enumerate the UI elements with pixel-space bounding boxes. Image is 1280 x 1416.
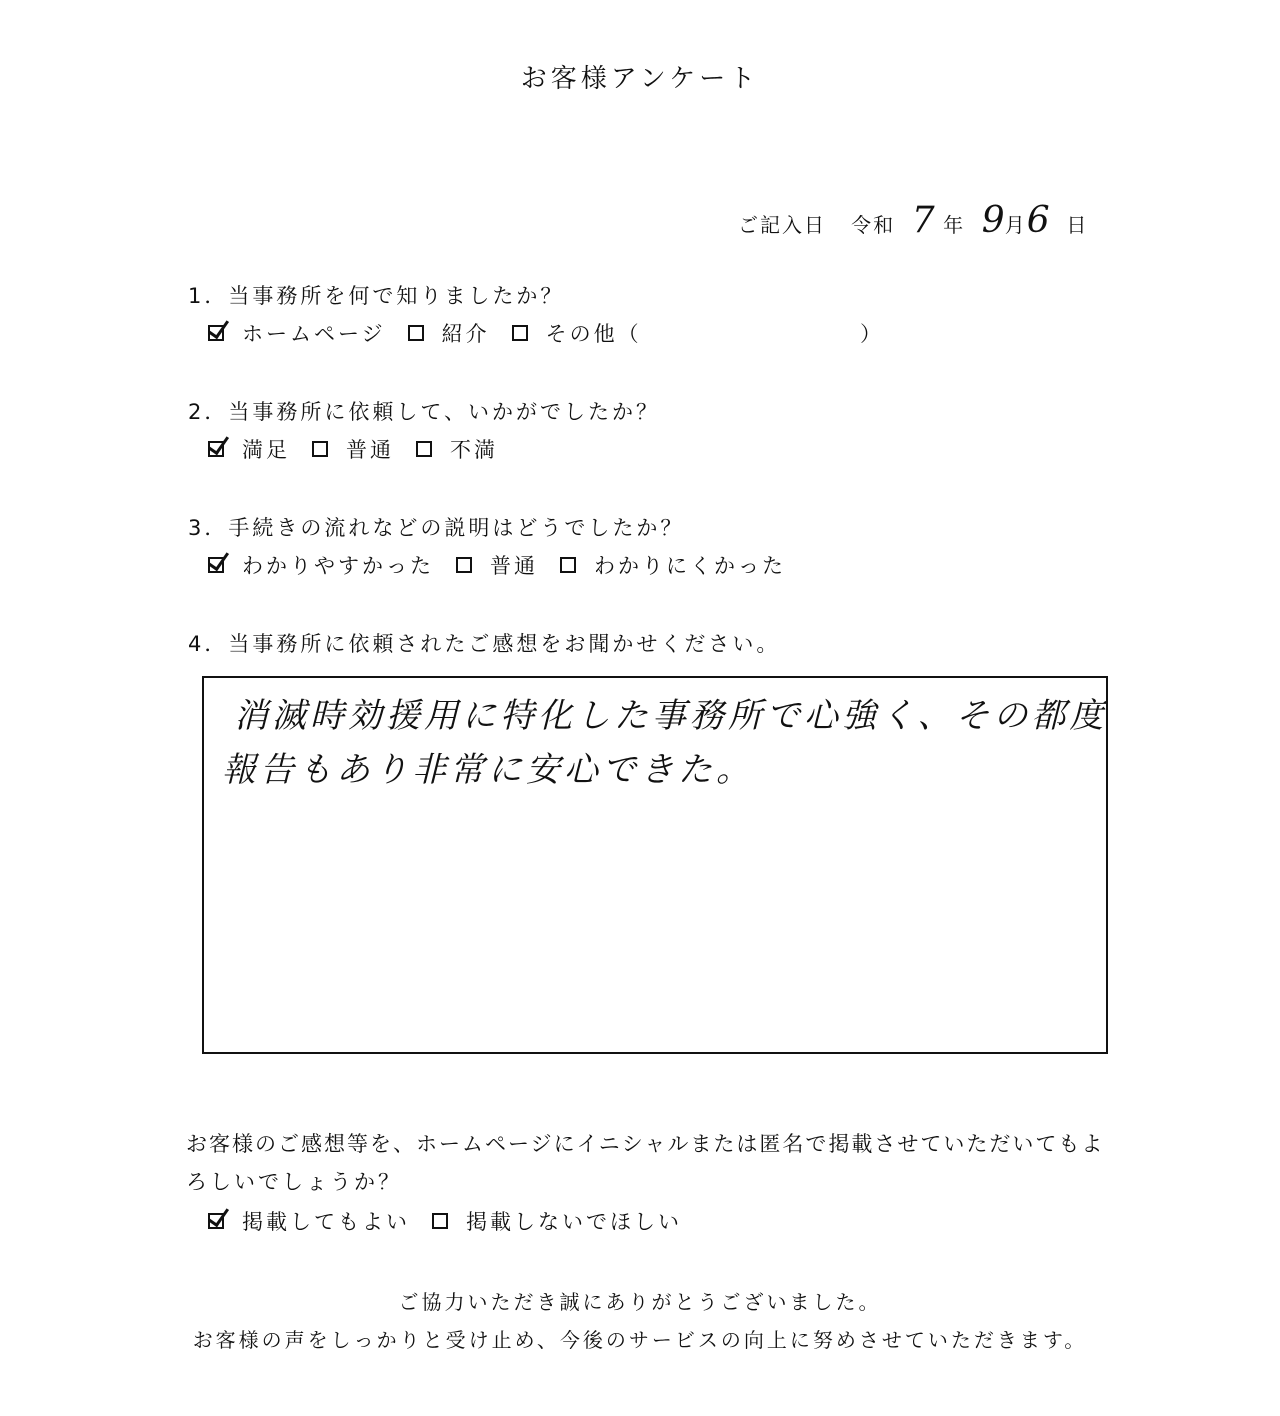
checkbox-icon[interactable] xyxy=(208,441,224,457)
option-other[interactable] xyxy=(512,318,642,348)
option-easy[interactable] xyxy=(208,550,434,580)
option-dissatisfied[interactable] xyxy=(416,434,498,464)
option-label: 掲載してもよい xyxy=(242,1210,410,1234)
question-2: 2．当事務所に依頼して、いかがでしたか？ xyxy=(188,400,660,424)
date-day-unit: 日 xyxy=(1066,213,1089,237)
date-month-unit: 月 xyxy=(1004,213,1027,237)
option-referral[interactable] xyxy=(408,318,490,348)
option-label: 普通 xyxy=(346,438,394,462)
option-label: 不満 xyxy=(450,438,498,462)
option-normal[interactable] xyxy=(456,550,538,580)
question-4: 4．当事務所に依頼されたご感想をお聞かせください。 xyxy=(188,632,781,656)
question-3: 3．手続きの流れなどの説明はどうでしたか？ xyxy=(188,516,685,540)
option-publish-ok[interactable] xyxy=(208,1206,410,1236)
publish-question-line-1: お客様のご感想等を、ホームページにイニシャルまたは匿名で掲載させていただいてもよ xyxy=(186,1132,1105,1156)
question-3-options xyxy=(208,550,808,580)
option-label: 普通 xyxy=(490,554,538,578)
option-label: わかりやすかった xyxy=(242,554,434,578)
option-label: ホームページ xyxy=(242,322,386,346)
date-year[interactable]: 7 xyxy=(911,200,935,241)
date-month[interactable]: 9 xyxy=(981,200,1005,241)
question-1-options xyxy=(208,318,664,348)
checkbox-icon[interactable] xyxy=(432,1213,448,1229)
date-label: ご記入日 xyxy=(738,213,826,237)
publish-question-line-2: ろしいでしょうか？ xyxy=(186,1170,402,1194)
checkbox-icon[interactable] xyxy=(208,557,224,573)
option-label: その他（ xyxy=(545,322,642,346)
closing-line-2: お客様の声をしっかりと受け止め、今後のサービスの向上に努めさせていただきます。 xyxy=(192,1328,1088,1352)
option-label: 掲載しないでほしい xyxy=(466,1210,682,1234)
checkbox-icon[interactable] xyxy=(512,325,528,341)
checkbox-icon[interactable] xyxy=(208,325,224,341)
form-title: お客様アンケート xyxy=(520,64,760,94)
option-label: 紹介 xyxy=(441,322,490,346)
checkbox-icon[interactable] xyxy=(408,325,424,341)
date-day[interactable]: 6 xyxy=(1026,200,1050,241)
checkbox-icon[interactable] xyxy=(560,557,576,573)
question-1: 1．当事務所を何で知りましたか？ xyxy=(188,284,565,308)
option-publish-no[interactable] xyxy=(432,1206,682,1236)
checkbox-icon[interactable] xyxy=(456,557,472,573)
answer-line-1: 消滅時効援用に特化した事務所で心強く、その都度 xyxy=(234,696,1108,736)
publish-options xyxy=(208,1206,704,1236)
option-homepage[interactable] xyxy=(208,318,386,348)
question-2-options xyxy=(208,434,520,464)
checkbox-icon[interactable] xyxy=(208,1213,224,1229)
option-normal[interactable] xyxy=(312,434,394,464)
comment-textarea[interactable] xyxy=(202,676,1108,1054)
option-label: 満足 xyxy=(242,438,290,462)
checkbox-icon[interactable] xyxy=(312,441,328,457)
entry-date xyxy=(738,200,1088,241)
option-satisfied[interactable] xyxy=(208,434,290,464)
other-close-paren: ） xyxy=(860,322,884,346)
date-year-unit: 年 xyxy=(943,213,966,237)
checkbox-icon[interactable] xyxy=(416,441,432,457)
option-label: わかりにくかった xyxy=(594,554,786,578)
answer-line-2: 報告もあり非常に安心できた。 xyxy=(222,750,754,790)
date-era: 令和 xyxy=(851,213,896,237)
option-hard[interactable] xyxy=(560,550,786,580)
closing-line-1: ご協力いただき誠にありがとうございました。 xyxy=(398,1290,882,1314)
